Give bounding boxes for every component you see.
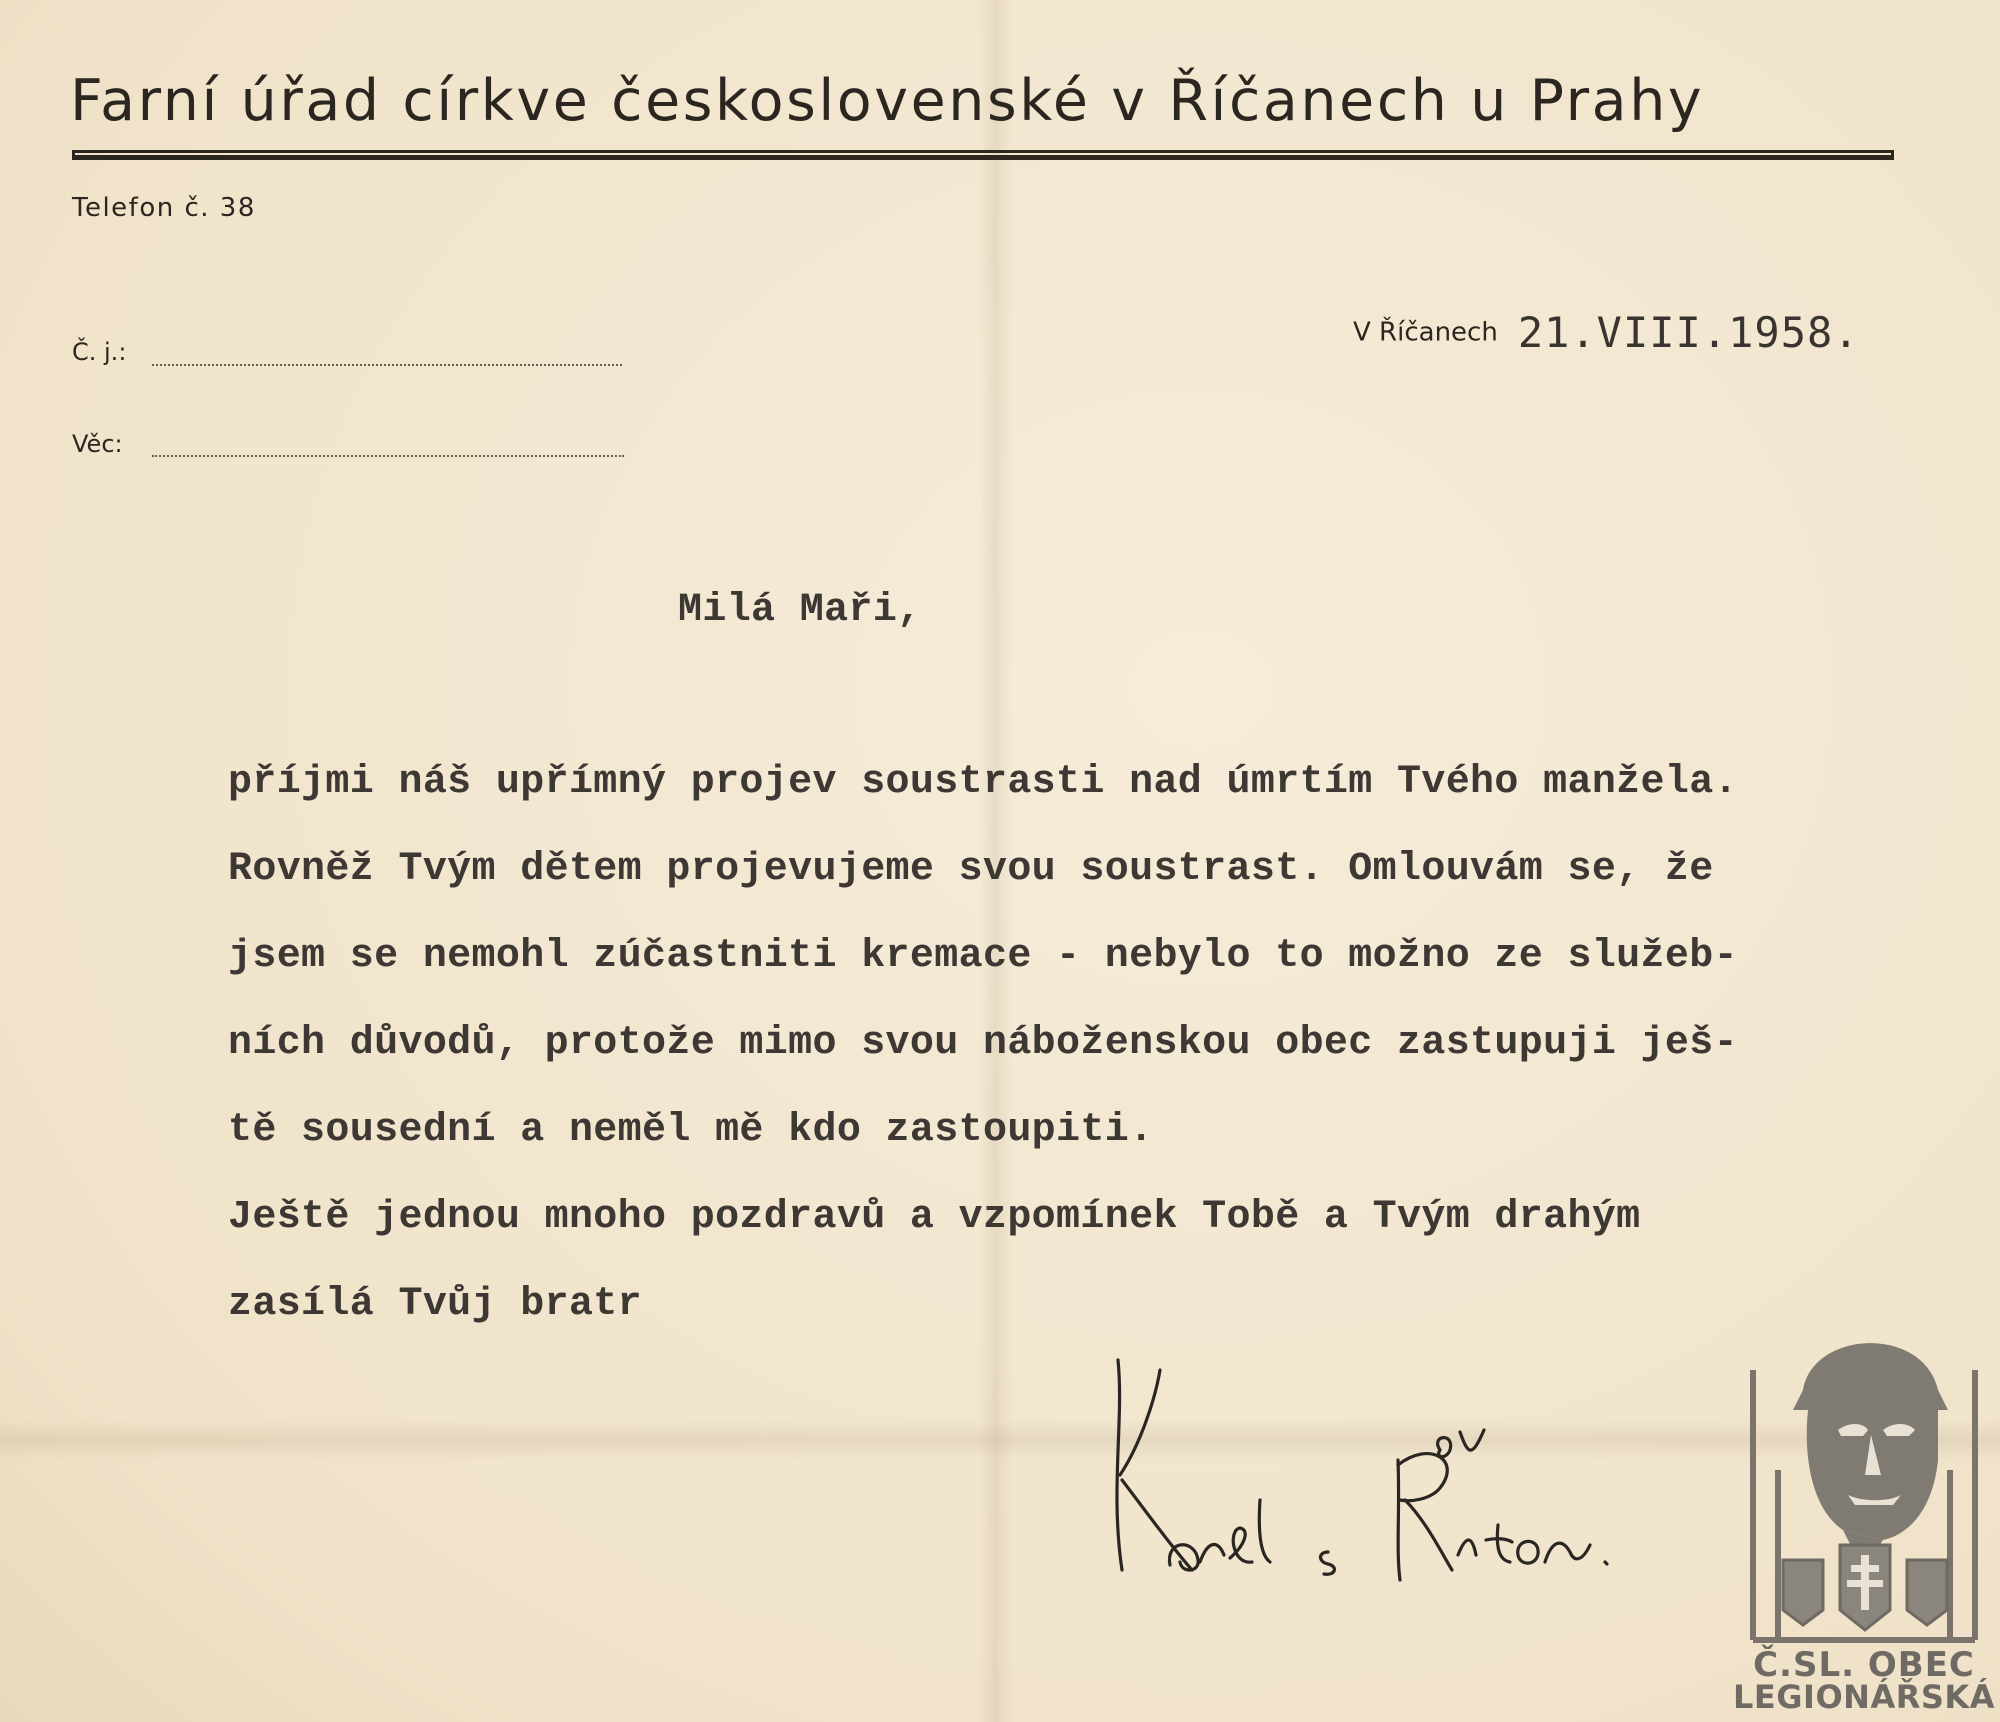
body-line: příjmi náš upřímný projev soustrasti nad úmrtím Tvého manžela. (228, 760, 1738, 805)
body-line: tě sousední a neměl mě kdo zastoupiti. (228, 1108, 1154, 1153)
closing-line: zasílá Tvůj bratr (228, 1282, 643, 1327)
seal-text-line1: Č.SL. OBEC (1753, 1645, 1975, 1685)
body-line: jsem se nemohl zúčastniti kremace - nebylo to možno ze služeb- (228, 934, 1738, 979)
body-line: Ještě jednou mnoho pozdravů a vzpomínek Tobě a Tvým drahým (228, 1195, 1641, 1240)
subject-line (152, 455, 624, 457)
legionnaire-helmet-icon (1733, 1310, 1995, 1650)
greeting: Milá Maři, (678, 588, 922, 633)
body-line: Rovněž Tvým dětem projevujeme svou soustrast. Omlouvám se, že (228, 847, 1714, 892)
seal-text-line2: LEGIONÁŘSKÁ (1733, 1678, 1995, 1716)
body-line: ních důvodů, protože mimo svou náboženskou obec zastupuji ješ- (228, 1021, 1738, 1066)
letter-date: 21.VIII.1958. (1517, 308, 1860, 357)
reference-line (152, 364, 622, 366)
reference-label: Č. j.: (72, 338, 127, 366)
letterhead-title: Farní úřad církve československé v Říčanech u Prahy (70, 68, 1705, 134)
legion-seal (1733, 1310, 1995, 1716)
dateline (1353, 308, 1860, 357)
letterhead-rule (72, 150, 1894, 160)
subject-label: Věc: (72, 430, 123, 458)
handwritten-signature (1100, 1340, 1640, 1600)
phone-number: Telefon č. 38 (72, 193, 256, 223)
place-label: V Říčanech (1353, 317, 1498, 348)
